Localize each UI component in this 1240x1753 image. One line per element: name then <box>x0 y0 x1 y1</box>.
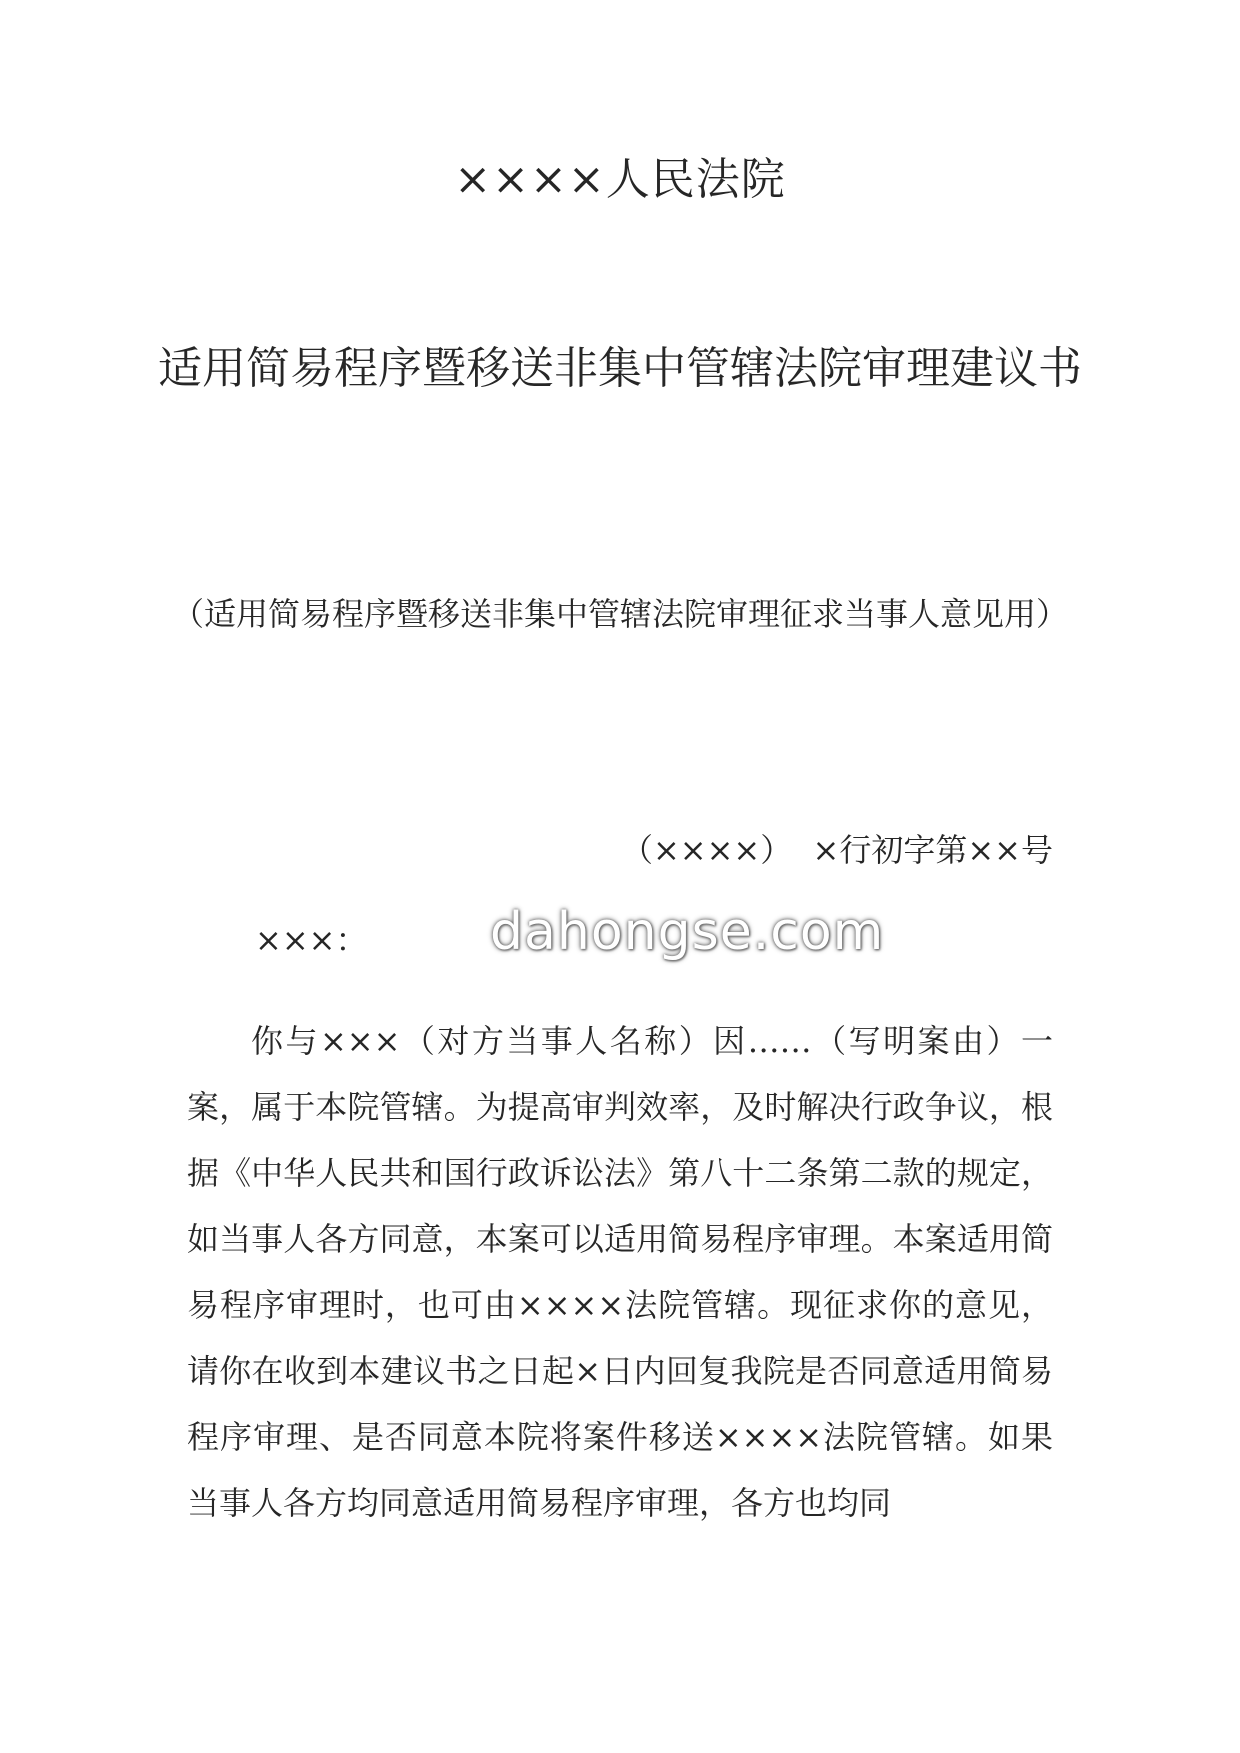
document-subtitle: （适用简易程序暨移送非集中管辖法院审理征求当事人意见用） <box>171 595 1068 633</box>
document-title: 适用简易程序暨移送非集中管辖法院审理建议书 <box>158 343 1082 394</box>
court-name: ××××人民法院 <box>454 154 786 205</box>
body-paragraph: 你与×××（对方当事人名称）因……（写明案由）一案，属于本院管辖。为提高审判效率，及时解决行政争议，根据《中华人民共和国行政诉讼法》第八十二条第二款的规定，如当事人各方同意，本案可以适用简易程序审理。本案适用简易程序审理时，也可由××××法院管辖。现征求你的意见，请你在收到本建议书之日起×日内回复我院是否同意适用简易程序审理、是否同意本院将案件移送××××法院管辖。如果当事人各方均同意适用简易程序审理，各方也均同 <box>187 1022 1053 1522</box>
addressee: ×××： <box>255 921 368 959</box>
watermark: dahongse.com <box>490 902 885 962</box>
case-number: （××××） ×行初字第××号 <box>620 831 1053 869</box>
